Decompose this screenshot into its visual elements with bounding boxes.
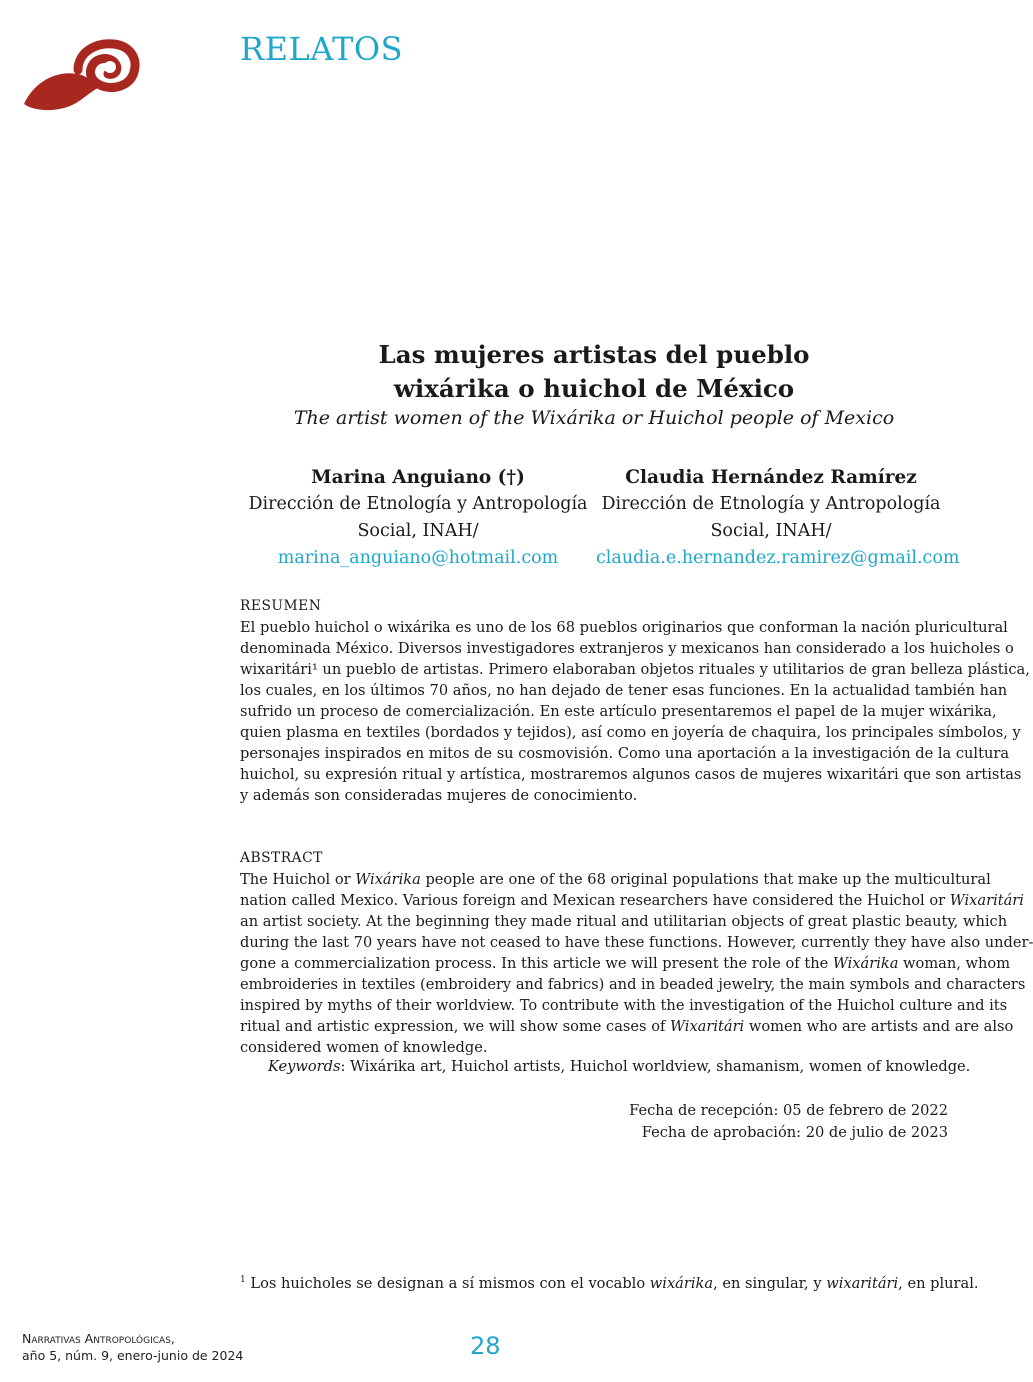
abstract-line: The Huichol or Wixárika people are one of the 68 original populations that make up the multicultural — [240, 871, 991, 888]
article-title — [240, 338, 948, 406]
keywords-text: : Wixárika art, Huichol artists, Huichol worldview, shamanism, women of knowledge. — [340, 1058, 971, 1075]
resumen-line: wixaritári¹ un pueblo de artistas. Primero elaboraban objetos rituales y utilitarios de gran belleza plástica, — [240, 661, 1030, 678]
journal-logo — [22, 40, 138, 112]
author-block-2 — [596, 464, 960, 572]
author-affiliation: Dirección de Etnología y Antropología — [248, 494, 588, 514]
date-received: Fecha de recepción: 05 de febrero de 2022 — [629, 1102, 948, 1119]
resumen-line: sufrido un proceso de comercialización. En este artículo presentaremos el papel de la mujer wixárika, — [240, 703, 997, 720]
abstract-line: considered women of knowledge. — [240, 1039, 488, 1056]
author-name: Marina Anguiano (†) — [311, 467, 525, 488]
abstract-line: during the last 70 years have not ceased to have these functions. However, currently they have also under- — [240, 934, 1033, 951]
title-line-2: wixárika o huichol de México — [393, 374, 795, 403]
resumen-line: quien plasma en textiles (bordados y tejidos), así como en joyería de chaquira, los principales símbolos, y — [240, 724, 1021, 741]
journal-name: Narrativas Antropológicas, — [22, 1331, 175, 1346]
author-affiliation-2: Social, INAH/ — [710, 521, 832, 541]
author-block-1 — [243, 464, 593, 572]
resumen-line: personajes inspirados en mitos de su cosmovisión. Como una aportación a la investigación de la cultura — [240, 745, 1010, 762]
journal-info — [22, 1330, 243, 1364]
resumen-line: denominada México. Diversos investigadores extranjeros y mexicanos han considerado a los huicholes o — [240, 640, 1014, 657]
resumen-line: El pueblo huichol o wixárika es uno de los 68 pueblos originarios que conforman la nación pluricultural — [240, 619, 1008, 636]
author-name: Claudia Hernández Ramírez — [625, 467, 917, 488]
resumen-body — [240, 617, 1030, 806]
page-number: 28 — [470, 1332, 501, 1360]
author-affiliation-2: Social, INAH/ — [357, 521, 479, 541]
abstract-line: inspired by myths of their worldview. To contribute with the investigation of the Huichol culture and its — [240, 997, 1008, 1014]
author-email[interactable]: claudia.e.hernandez.ramirez@gmail.com — [596, 548, 960, 568]
abstract-heading: ABSTRACT — [240, 850, 323, 866]
article-subtitle: The artist women of the Wixárika or Huichol people of Mexico — [293, 407, 895, 429]
abstract-line: ritual and artistic expression, we will show some cases of Wixaritári women who are artists and are also — [240, 1018, 1014, 1035]
abstract-line: an artist society. At the beginning they made ritual and utilitarian objects of great plastic beauty, which — [240, 913, 1008, 930]
footnote-marker: 1 — [240, 1275, 246, 1286]
resumen-line: y además son consideradas mujeres de conocimiento. — [240, 787, 638, 804]
title-line-1: Las mujeres artistas del pueblo — [378, 340, 810, 369]
date-approved: Fecha de aprobación: 20 de julio de 2023 — [641, 1124, 948, 1141]
author-email[interactable]: marina_anguiano@hotmail.com — [277, 548, 559, 568]
abstract-body — [240, 869, 1033, 1058]
section-label: RELATOS — [240, 30, 404, 68]
resumen-line: los cuales, en los últimos 70 años, no han dejado de tener esas funciones. En la actualidad también han — [240, 682, 1008, 699]
resumen-line: huichol, su expresión ritual y artística, mostraremos algunos casos de mujeres wixaritári que son artistas — [240, 766, 1022, 783]
footnote: $^1$ Los huicholes se designan a sí mismos con el vocablo wixárika, en singular, y wixaritári, en plural. — [240, 1275, 979, 1292]
journal-issue: año 5, núm. 9, enero-junio de 2024 — [22, 1348, 244, 1363]
author-affiliation: Dirección de Etnología y Antropología — [601, 494, 941, 514]
abstract-line: embroideries in textiles (embroidery and fabrics) and in beaded jewelry, the main symbols and characters — [240, 976, 1026, 993]
keywords-label: Keywords — [268, 1058, 341, 1075]
abstract-line: nation called Mexico. Various foreign and Mexican researchers have considered the Huichol or Wixaritári — [240, 892, 1024, 909]
abstract-line: gone a commercialization process. In this article we will present the role of the Wixárika woman, whom — [240, 955, 1011, 972]
article-dates — [629, 1100, 948, 1144]
resumen-heading: RESUMEN — [240, 598, 322, 614]
keywords — [268, 1058, 970, 1075]
